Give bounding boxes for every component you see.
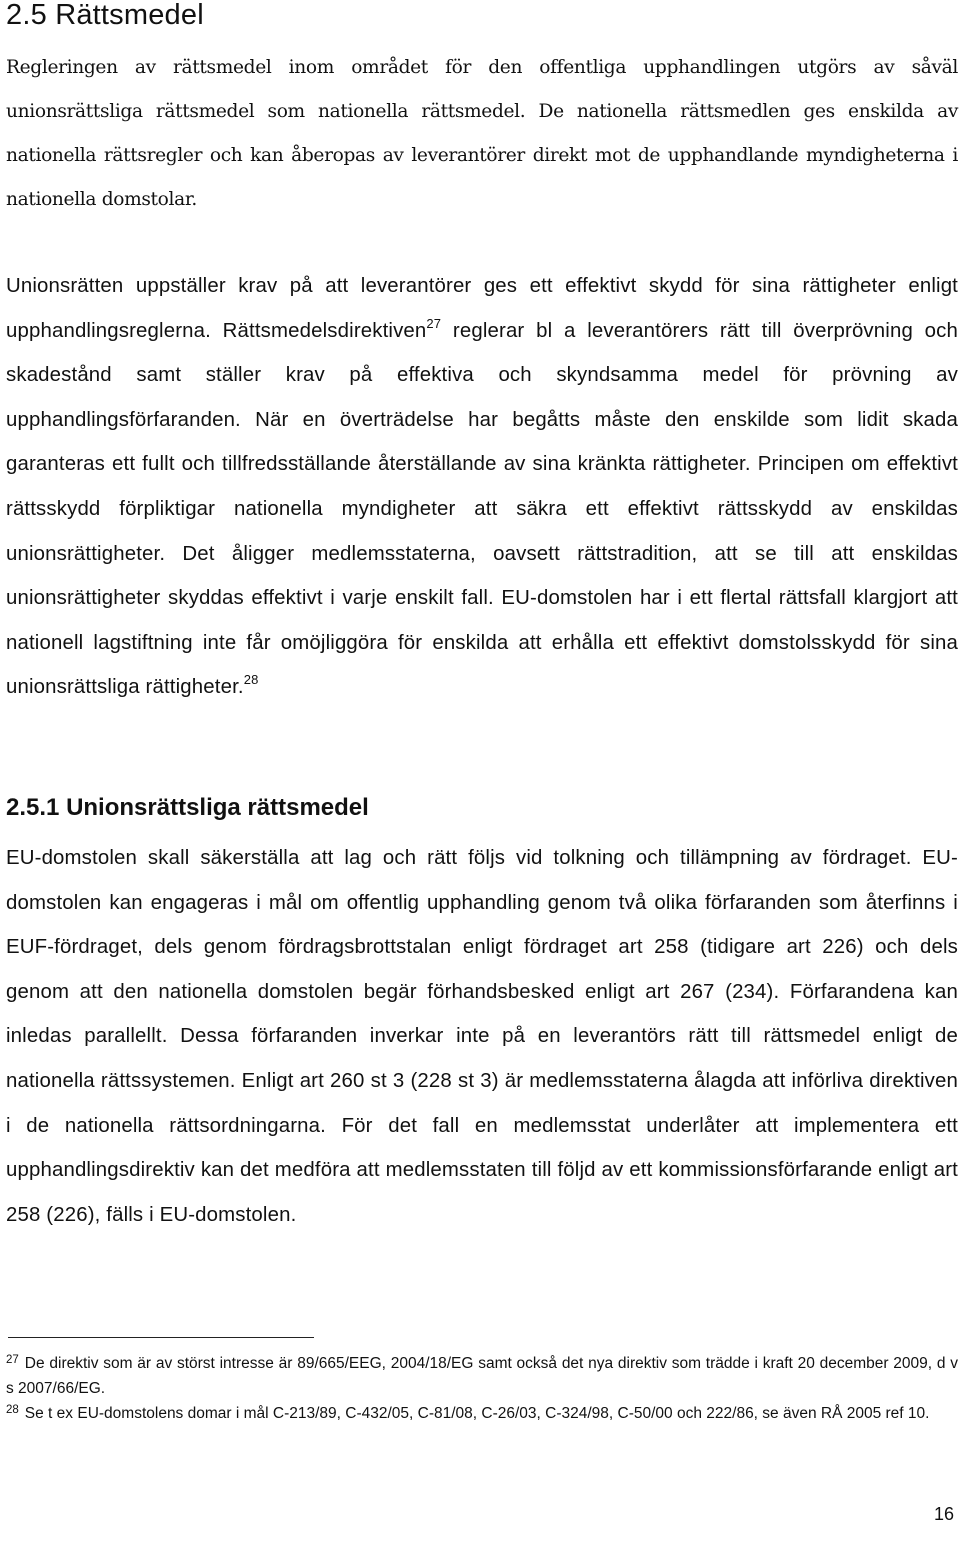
paragraph-eu-court: EU-domstolen skall säkerställa att lag och rätt följs vid tolkning och tillämpning av fördraget. EU-domstolen kan engageras i mål om offentlig upphandling genom två olika förfaranden som återfinns i EUF-fördraget, dels genom fördragsbrottstalan enligt fördraget art 258 (tidigare art 226) och dels genom att den nationella domstolen begär förhandsbesked enligt art 267 (234). Förfarandena kan inledas parallellt. Dessa förfaranden inverkar inte på en leverantörs rätt till rättsmedel enligt de nationella rättssystemen. Enligt art 260 st 3 (228 st 3) är medlemsstaterna ålagda att införliva direktiven i de nationella rättsordningarna. För det fall en medlemsstat underlåter att implementera ett upphandlingsdirektiv kan det medföra att medlemsstaten till följd av ett kommissionsförfarande enligt art 258 (226), fälls i EU-domstolen. [6, 847, 958, 1226]
footnote-ref-28[interactable]: 28 [243, 672, 259, 688]
section-heading [6, 0, 204, 30]
footnote-separator [8, 1337, 314, 1338]
footnote-28 [6, 1402, 958, 1427]
footnote-text: Se t ex EU-domstolens domar i mål C-213/89, C-432/05, C-81/08, C-26/03, C-324/98, C-50/00 och 222/86, se även RÅ 2005 ref 10. [24, 1405, 930, 1422]
paragraph-union-law-text-1: Unionsrätten uppställer krav på att leverantörer ges ett effektivt skydd för sina rättigheter enligt upphandlingsreglerna. Rättsmedelsdirektiven [6, 275, 958, 342]
footnote-text: De direktiv som är av störst intresse är 89/665/EEG, 2004/18/EG samt också det nya direktiv som trädde i kraft 20 december 2009, d v s 2007/66/EG. [6, 1355, 958, 1397]
paragraph-union-law [6, 264, 958, 710]
footnote-ref-27[interactable]: 27 [426, 315, 442, 331]
paragraph-union-law-text-2: reglerar bl a leverantörers rätt till överprövning och skadestånd samt ställer krav på effektiva och skyndsamma medel för prövning av upphandlingsförfaranden. När en överträdelse har begåtts måste den enskilde som lidit skada garanteras ett fullt och tillfredsställande återställande av sina kränkta rättigheter. Principen om effektivt rättsskydd förpliktigar nationella myndigheter att säkra ett effektivt rättsskydd av enskildas unionsrättigheter. Det åligger medlemsstaterna, oavsett rättstradition, att se till att enskildas unionsrättigheter skyddas effektivt i varje enskilt fall. EU-domstolen har i ett flertal rättsfall klargjort att nationell lagstiftning inte får omöjliggöra för enskilda att erhålla ett effektivt domstolsskydd för sina unionsrättsliga rättigheter. [6, 319, 958, 699]
paragraph-intro: Regleringen av rättsmedel inom området för den offentliga upphandlingen utgörs av såväl unionsrättsliga rättsmedel som nationella rättsmedel. De nationella rättsmedlen ges enskilda av nationella rättsregler och kan åberopas av leverantörer direkt mot de upphandlande myndigheterna i nationella domstolar. [6, 57, 958, 210]
footnote-number: 28 [6, 1404, 19, 1416]
footnote-number: 27 [6, 1354, 19, 1366]
subsection-title: Unionsrättsliga rättsmedel [66, 794, 369, 821]
subsection-number: 2.5.1 [6, 794, 60, 821]
subsection-heading [6, 794, 369, 822]
section-title: Rättsmedel [55, 0, 204, 31]
page-number: 16 [933, 1504, 954, 1524]
footnote-27 [6, 1352, 958, 1401]
section-number: 2.5 [6, 0, 47, 31]
